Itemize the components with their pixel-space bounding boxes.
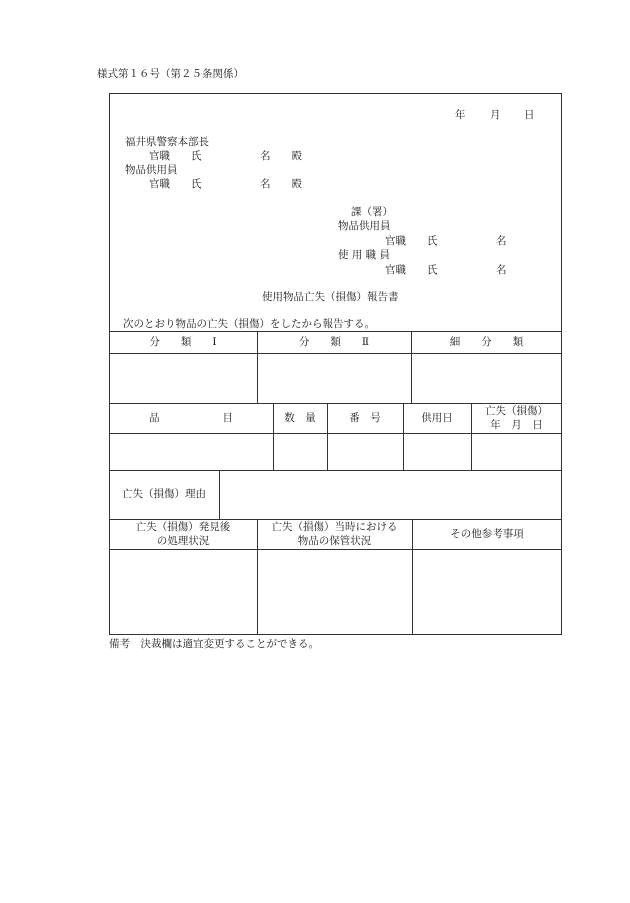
- sender-custodian: 物品供用員: [338, 220, 391, 232]
- header-reason: 亡失（損傷）理由: [122, 488, 206, 501]
- row-line-4: [109, 433, 562, 434]
- report-title: 使用物品亡失（損傷）報告書: [262, 291, 399, 303]
- date-day: 日: [524, 109, 535, 121]
- sender-custodian-title: 官職 氏: [385, 235, 438, 247]
- sender-custodian-name: 名: [496, 235, 507, 247]
- addressee-chief: 福井県警察本部長: [125, 136, 209, 148]
- addressee-custodian: 物品供用員: [125, 164, 178, 176]
- addressee-custodian-title: 官職 氏: [149, 178, 202, 190]
- header-loss-date-line1: 亡失（損傷）: [485, 404, 548, 417]
- header-serial: 番 号: [349, 411, 381, 424]
- header-loss-date: [471, 403, 562, 433]
- header-class2: 分 類 Ⅱ: [298, 335, 370, 348]
- remark: 備考 決裁欄は適宜変更することができる。: [109, 638, 319, 650]
- intro-text: 次のとおり物品の亡失（損傷）をしたから報告する。: [123, 318, 375, 330]
- sender-user-name: 名: [496, 264, 507, 276]
- header-after-handling: [109, 519, 257, 549]
- date-year: 年: [455, 109, 466, 121]
- row-line-2: [109, 353, 562, 354]
- header-after-handling-line2: の処理状況: [156, 535, 210, 547]
- header-quantity: 数 量: [284, 411, 316, 424]
- addressee-chief-name: 名 殿: [260, 150, 302, 162]
- header-supply-date: 供用日: [421, 411, 453, 424]
- form-number: 様式第１６号（第２５条関係）: [97, 68, 244, 80]
- header-after-handling-line1: 亡失（損傷）発見後: [135, 520, 231, 533]
- col-line-g: [219, 470, 220, 519]
- sender-dept: 課（署）: [351, 206, 393, 218]
- header-class1: 分 類 Ⅰ: [149, 335, 217, 348]
- addressee-chief-title: 官職 氏: [149, 150, 202, 162]
- header-storage-status: [257, 519, 412, 549]
- sender-user-title: 官職 氏: [385, 264, 438, 276]
- header-item: 品 目: [149, 411, 233, 424]
- header-class3: 細 分 類: [449, 335, 524, 348]
- header-storage-status-line2: 物品の保管状況: [297, 535, 372, 547]
- header-storage-status-line1: 亡失（損傷）当時における: [271, 520, 398, 533]
- addressee-custodian-name: 名 殿: [260, 178, 302, 190]
- header-loss-date-line2: 年 月 日: [490, 419, 543, 431]
- row-line-7: [109, 549, 562, 550]
- sender-user: 使 用 職 員: [338, 249, 391, 261]
- date-month: 月: [490, 109, 501, 121]
- header-other-notes: その他参考事項: [450, 527, 524, 540]
